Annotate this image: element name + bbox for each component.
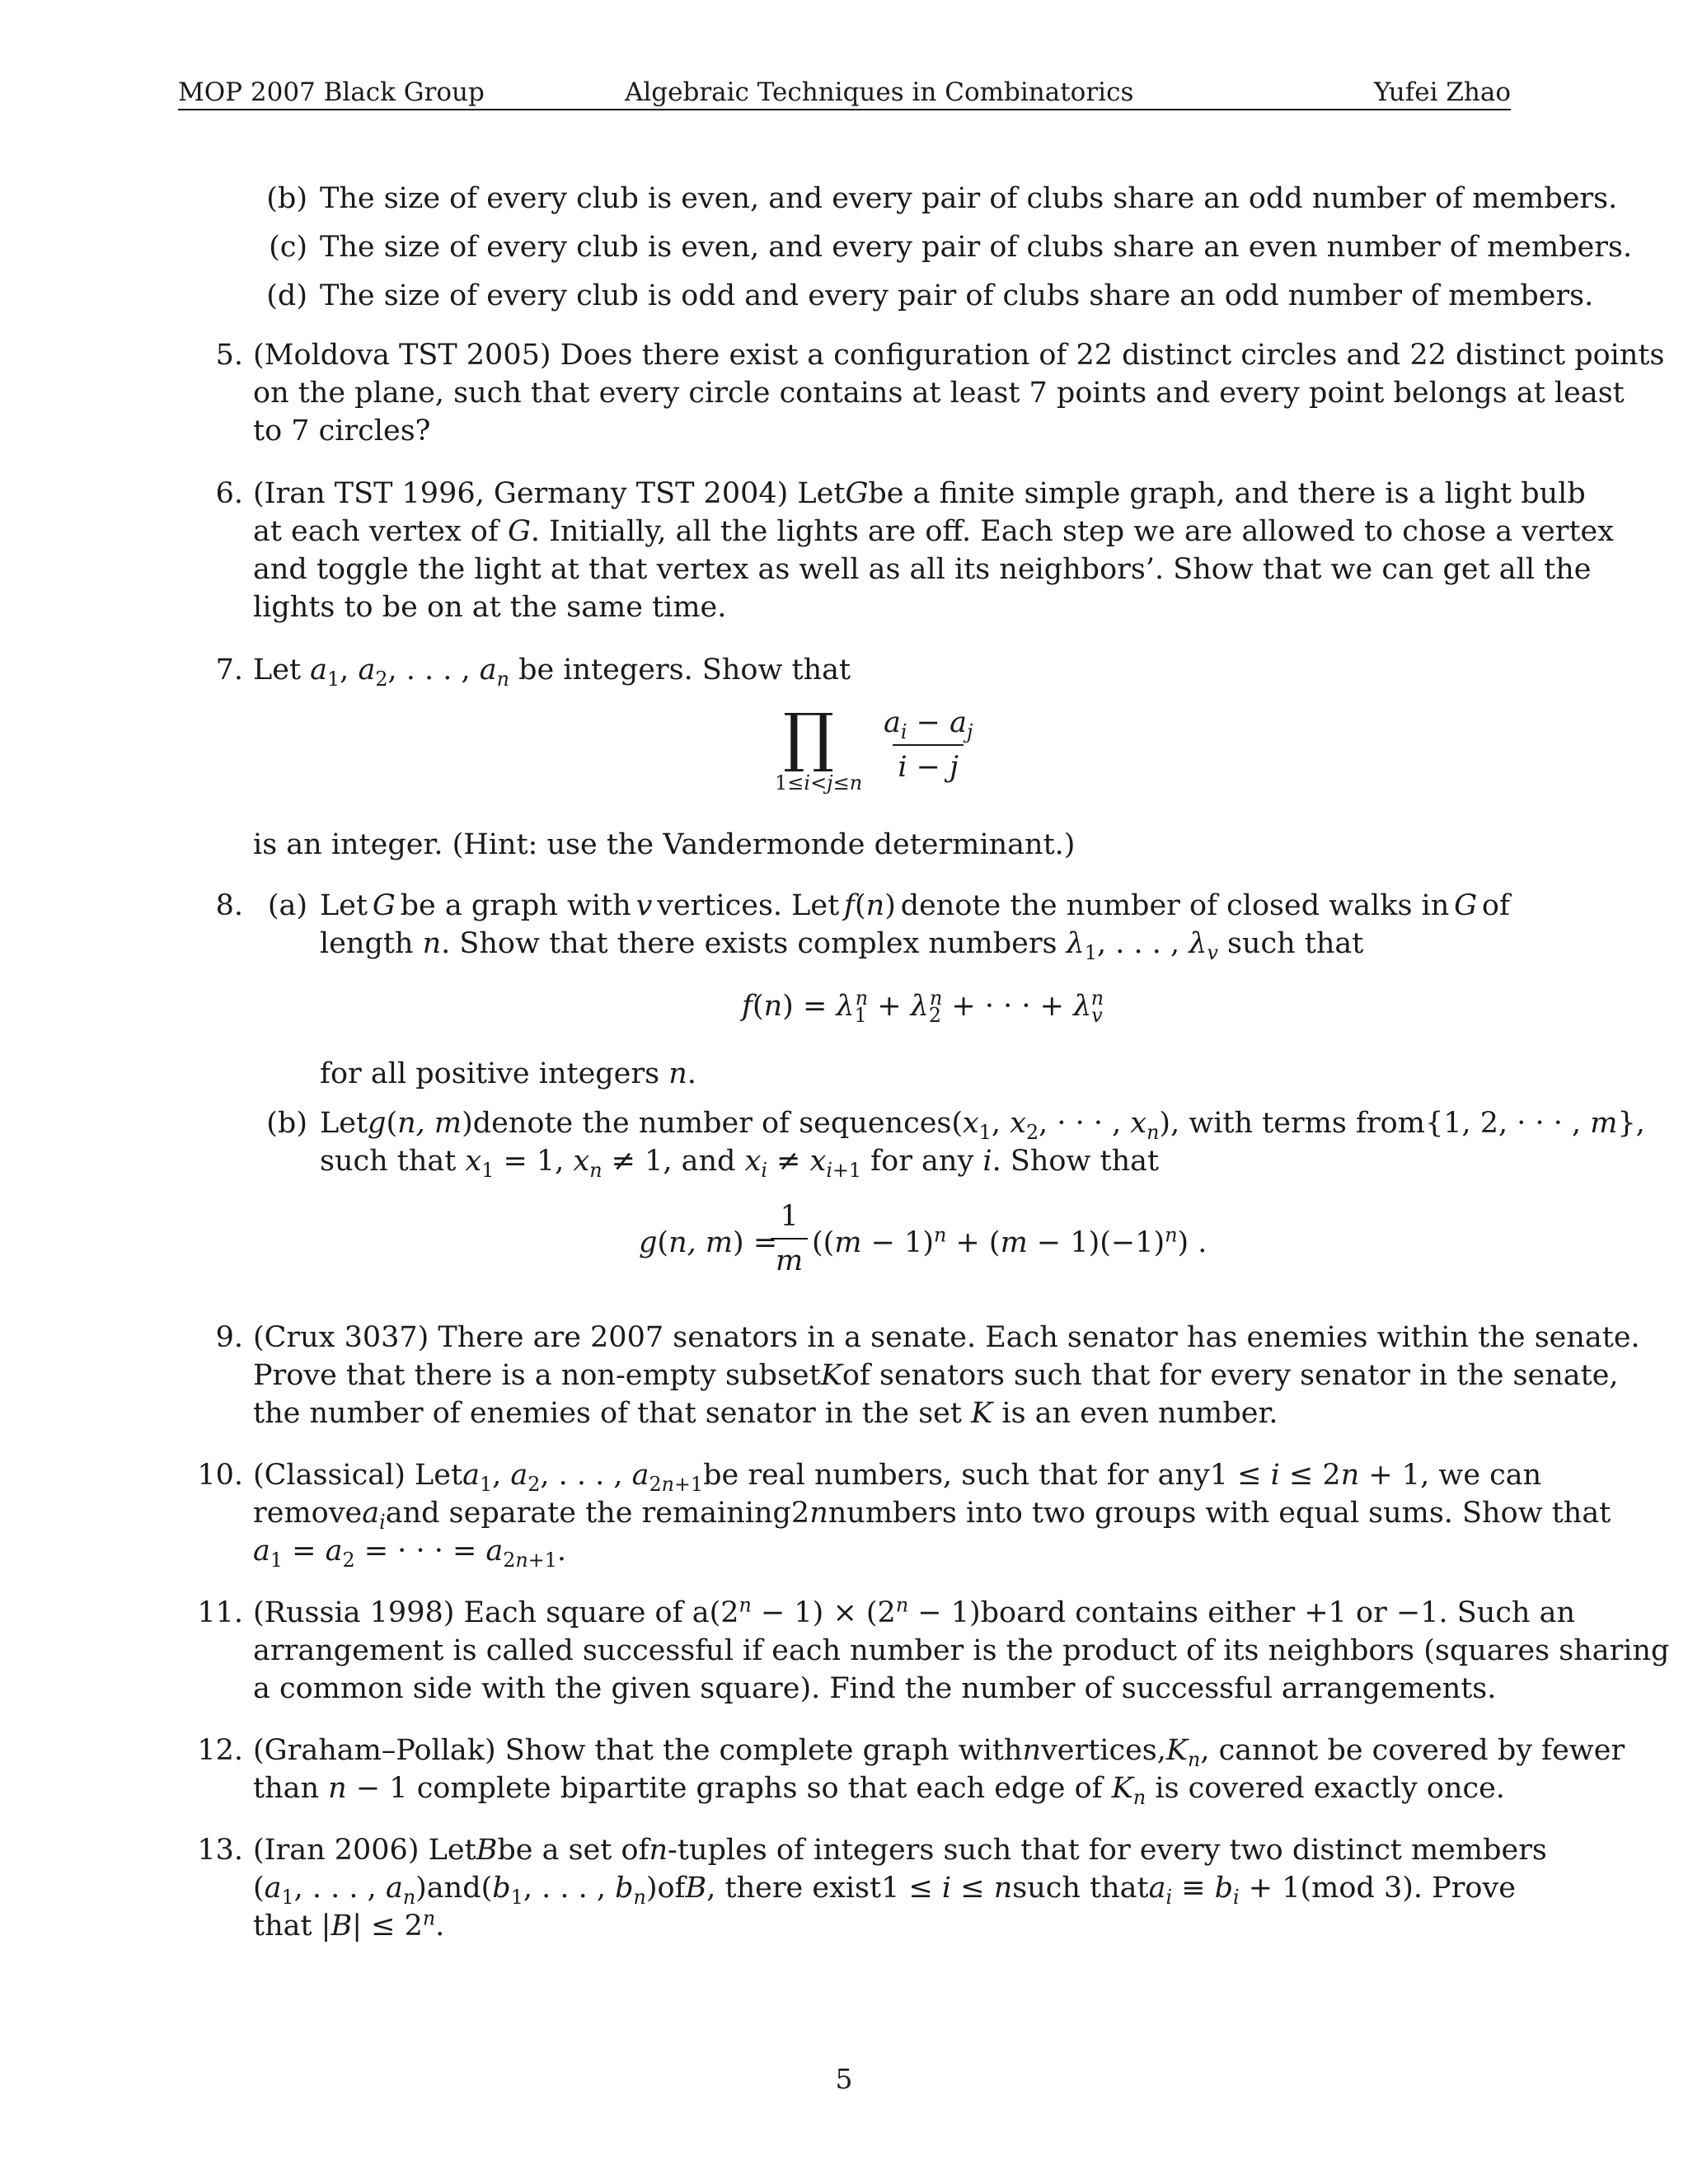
problem-12-number: 12. — [197, 1734, 243, 1767]
problem-9-number: 9. — [215, 1321, 243, 1354]
problem-6-line-1 — [253, 475, 1586, 513]
formula-g-fraction: $\frac{1}{m}$ — [771, 1200, 808, 1277]
item-d-text: The size of every club is odd and every pair of clubs share an odd number of members. — [320, 279, 1594, 312]
product-symbol: ∏ — [783, 701, 835, 775]
problem-9-line-1: (Crux 3037) There are 2007 senators in a senate. Each senator has enemies within the senate. — [253, 1321, 1640, 1354]
problem-8b-line-2: such that $x_1 = 1$, $x_n \ne 1$, and $x_i \ne x_{i+1}$ for any i. Show that — [320, 1145, 1160, 1182]
problem-9-line-2: Prove that there is a non-empty subset K of senators such that for every senator in the senate, — [253, 1359, 1619, 1392]
problem-6-number: 6. — [215, 477, 243, 510]
problem-5-line-3: to 7 circles? — [253, 415, 431, 448]
problem-13-number: 13. — [197, 1834, 243, 1867]
item-d-label: (d) — [266, 279, 307, 312]
problem-8-number: 8. — [215, 889, 243, 922]
problem-13-line-2: ($a_1$, . . . , $a_n$) and ($b_1$, . . . , $b_n$) of B, there exist 1 ≤ i ≤ n such that $a_i \equiv b_i + 1$ (mod 3). Prove — [253, 1872, 1516, 1909]
item-c-text: The size of every club is even, and every pair of clubs share an even number of members. — [320, 231, 1633, 264]
problem-6-line-2: at each vertex of G. Initially, all the lights are off. Each step we are allowed to chose a vertex — [253, 515, 1615, 548]
problem-10-line-1: (Classical) Let $a_1$, $a_2$, . . . , $a_{2n+1}$ be real numbers, such that for any 1 ≤ i ≤ 2n + 1, we can — [253, 1459, 1542, 1496]
problem-13-line-1: (Iran 2006) Let B be a set of n-tuples of integers such that for every two distinct members — [253, 1834, 1547, 1867]
page-number: 5 — [835, 2063, 853, 2095]
problem-11-number: 11. — [197, 1596, 243, 1629]
problem-9-line-3: the number of enemies of that senator in the set K is an even number. — [253, 1397, 1278, 1430]
problem-5-number: 5. — [215, 339, 243, 372]
product-range: 1≤i<j≤n — [775, 771, 863, 794]
problem-8b-label: (b) — [266, 1107, 307, 1140]
problem-10-number: 10. — [197, 1459, 243, 1492]
problem-8b-line-1: Let g(n, m) denote the number of sequences ($x_1$, $x_2$, · · · , $x_n$), with terms from {1, 2, · · · , m}, — [320, 1107, 1645, 1144]
item-b-label: (b) — [266, 182, 307, 215]
problem-12-line-1: (Graham–Pollak) Show that the complete graph with n vertices, $K_n$, cannot be covered by fewer — [253, 1734, 1625, 1771]
problem-5-line-2: on the plane, such that every circle contains at least 7 points and every point belongs at least — [253, 377, 1625, 410]
formula-f-n: $f(n) = \lambda_1^n + \lambda_2^n$ + · · · + $\lambda_v^n$ — [742, 987, 1104, 1027]
problem-10-line-2: remove $a_i$ and separate the remaining 2n numbers into two groups with equal sums. Show that — [253, 1497, 1611, 1534]
problem-6-line-3: and toggle the light at that vertex as well as all its neighbors’. Show that we can get all the — [253, 553, 1592, 586]
math-G: G — [845, 477, 869, 510]
problem-13-line-3: that $|B| \le 2^n$. — [253, 1906, 445, 1943]
problem-8a-label: (a) — [267, 889, 307, 922]
problem-8a-line-3: for all positive integers n. — [320, 1057, 696, 1090]
problem-7-line-1: Let $a_1$, $a_2$, . . . , $a_n$ be integers. Show that — [253, 654, 851, 691]
problem-11-line-2: arrangement is called successful if each number is the product of its neighbors (squares sharing — [253, 1634, 1670, 1667]
problem-11-line-1: (Russia 1998) Each square of a $(2^n - 1) \times (2^n - 1)$ board contains either +1 or −1. Such an — [253, 1593, 1576, 1629]
problem-7-number: 7. — [215, 654, 243, 687]
formula-g-lhs: g(n, m) = — [639, 1226, 778, 1259]
problem-8a-line-2: length n. Show that there exists complex numbers $\lambda_1$, . . . , $\lambda_v$ such that — [320, 927, 1364, 964]
problem-6-line-1-a: (Iran TST 1996, Germany TST 2004) Let — [253, 477, 846, 510]
item-c-label: (c) — [269, 231, 307, 264]
problem-5-line-1: (Moldova TST 2005) Does there exist a configuration of 22 distinct circles and 22 distinct points — [253, 339, 1665, 372]
item-b-text: The size of every club is even, and every pair of clubs share an odd number of members. — [320, 182, 1618, 215]
problem-8a-line-1: Let G be a graph with v vertices. Let f(n) denote the number of closed walks in G of — [320, 889, 1510, 922]
problem-7-line-2: is an integer. (Hint: use the Vandermonde determinant.) — [253, 828, 1076, 861]
product-fraction: $\frac{a_i - a_j}{i - j}$ — [884, 706, 973, 784]
formula-g-rhs: $((m - 1)^n + (m - 1)(-1)^n)$ . — [812, 1223, 1207, 1259]
header-left: MOP 2007 Black Group — [178, 77, 485, 107]
header-rule — [178, 109, 1511, 110]
problem-10-line-3: $a_1 = a_2$ = · · · = $a_{2n+1}$. — [253, 1535, 566, 1572]
problem-6-line-4: lights to be on at the same time. — [253, 591, 727, 624]
problem-6-line-1-b: be a finite simple graph, and there is a light bulb — [868, 477, 1586, 510]
problem-12-line-2: than n − 1 complete bipartite graphs so that each edge of $K_n$ is covered exactly once. — [253, 1772, 1505, 1809]
header-center: Algebraic Techniques in Combinatorics — [625, 77, 1134, 107]
problem-11-line-3: a common side with the given square). Find the number of successful arrangements. — [253, 1672, 1497, 1705]
header-right: Yufei Zhao — [1374, 77, 1511, 107]
